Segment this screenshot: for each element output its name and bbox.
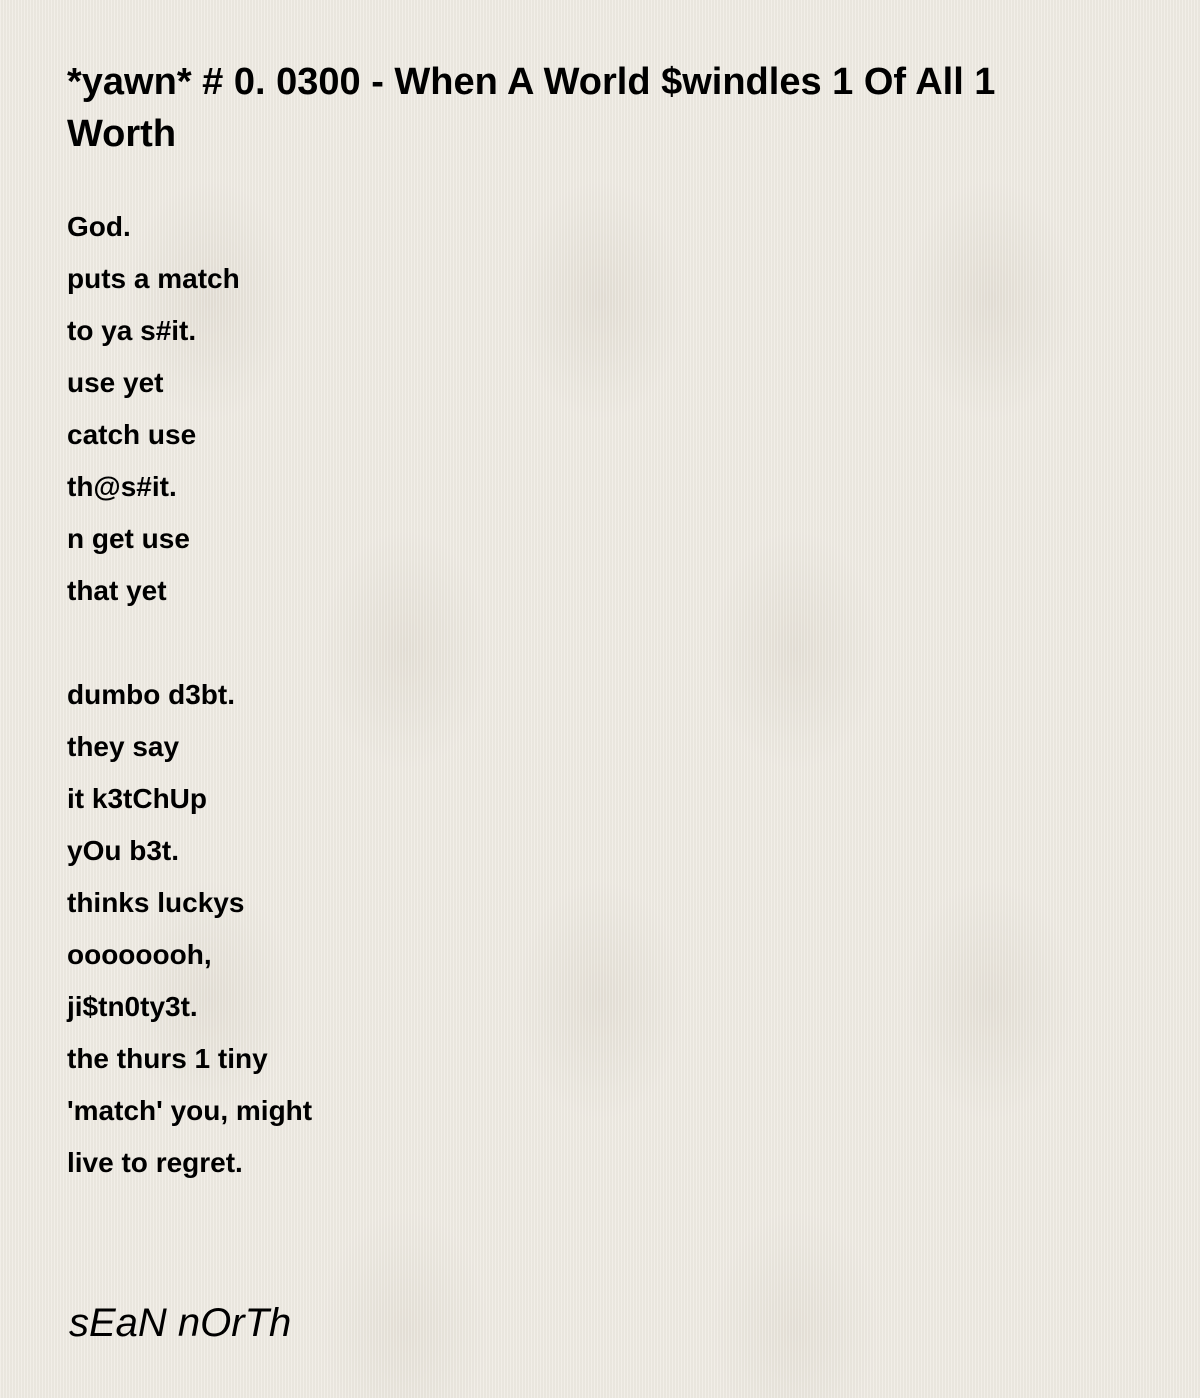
poem-line: thinks luckys: [67, 887, 245, 918]
poem-line: that yet: [67, 575, 167, 606]
poem-line: it k3tChUp: [67, 783, 207, 814]
poem-line: God.: [67, 211, 131, 242]
poem-line: yOu b3t.: [67, 835, 180, 866]
poem-line: they say: [67, 731, 180, 762]
poem-line: oooooooh,: [67, 939, 212, 970]
poem-line: live to regret.: [67, 1147, 243, 1178]
poem-line: n get use: [67, 523, 190, 554]
poem-body: [67, 201, 312, 1189]
poem-title: *yawn* # 0. 0300 - When A World $windles 1 Of All 1 Worth: [67, 61, 996, 155]
poem-line: 'match' you, might: [67, 1095, 313, 1126]
poem-line: th@s#it.: [67, 471, 177, 502]
poem-line: puts a match: [67, 263, 240, 294]
poem-line: the thurs 1 tiny: [67, 1043, 268, 1074]
poem-line: catch use: [67, 419, 197, 450]
poem-line: ji$tn0ty3t.: [67, 991, 198, 1022]
poem-line: dumbo d3bt.: [67, 679, 235, 710]
poem-line: to ya s#it.: [67, 315, 197, 346]
poem-line: use yet: [67, 367, 164, 398]
poem-author: sEaN nOrTh: [69, 1301, 292, 1345]
stanza-break: [67, 617, 312, 669]
